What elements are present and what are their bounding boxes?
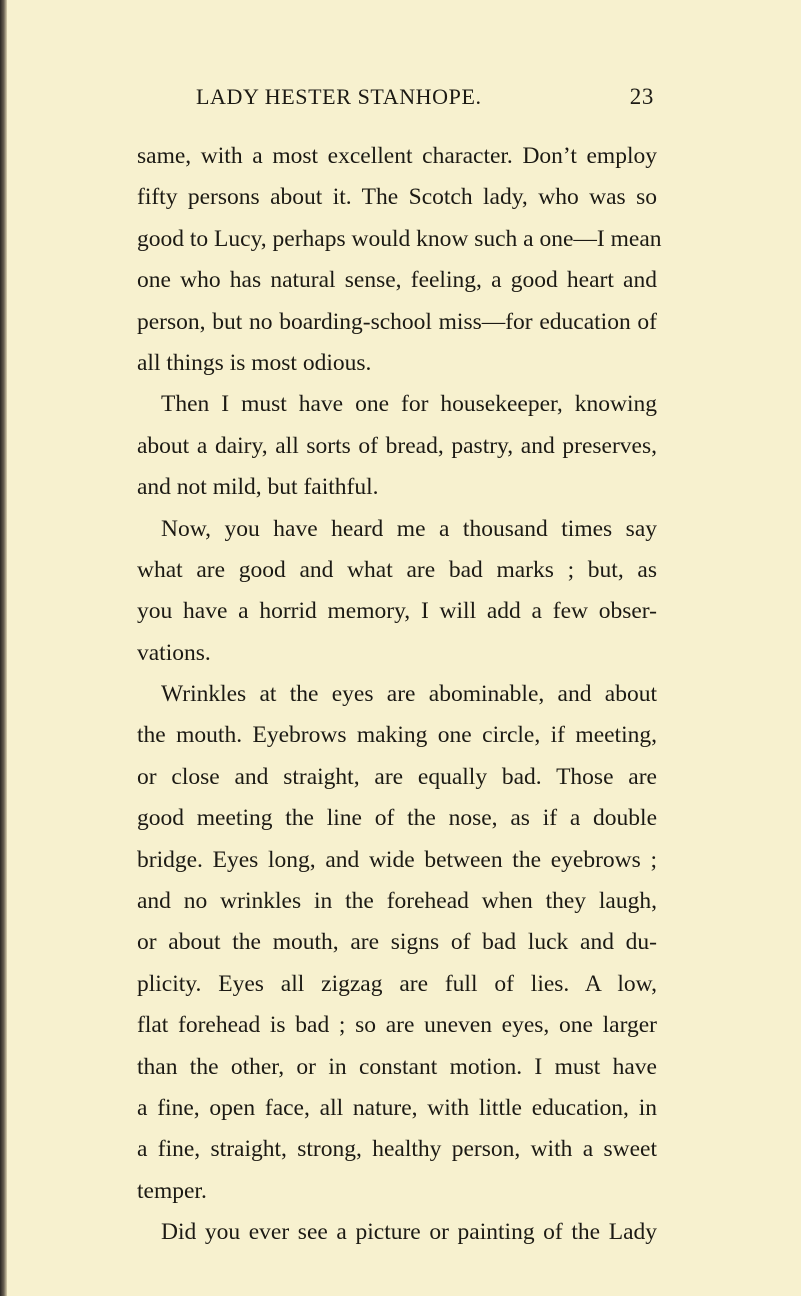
text-line: Did you ever see a picture or painting of the Lady	[161, 1219, 657, 1246]
text-line: flat forehead is bad ; so are uneven eyes, one larger	[137, 1012, 657, 1039]
text-line: person, but no boarding-school miss—for education of	[137, 308, 657, 335]
text-line: or close and straight, are equally bad. Those are	[137, 763, 657, 790]
text-line: bridge. Eyes long, and wide between the eyebrows ;	[137, 846, 657, 873]
text-line: one who has natural sense, feeling, a good heart and	[137, 267, 657, 294]
text-line: temper.	[137, 1177, 207, 1204]
text-line: vations.	[137, 639, 211, 666]
text-line: about a dairy, all sorts of bread, pastry, and preserves,	[137, 432, 657, 459]
text-line: plicity. Eyes all zigzag are full of lies. A low,	[137, 970, 657, 997]
text-line: Then I must have one for housekeeper, knowing	[161, 391, 657, 418]
text-line: and no wrinkles in the forehead when they laugh,	[137, 888, 657, 915]
page-number: 23	[629, 84, 654, 109]
text-line: same, with a most excellent character. Don’t employ	[137, 143, 657, 169]
text-line: all things is most odious.	[137, 349, 372, 376]
text-line: Now, you have heard me a thousand times say	[161, 515, 657, 542]
text-line: you have a horrid memory, I will add a few obser-	[137, 598, 657, 625]
text-line: a fine, open face, all nature, with little education, in	[137, 1094, 657, 1121]
text-line: good meeting the line of the nose, as if a double	[137, 805, 657, 832]
body-text	[137, 136, 662, 1254]
text-line: than the other, or in constant motion. I must have	[137, 1053, 657, 1080]
text-line: what are good and what are bad marks ; but, as	[137, 556, 657, 583]
text-line: good to Lucy, perhaps would know such a one—I mean	[137, 225, 662, 252]
text-line: or about the mouth, are signs of bad luck and du-	[137, 929, 657, 956]
running-head: LADY HESTER STANHOPE.	[196, 84, 482, 109]
text-line: Wrinkles at the eyes are abominable, and about	[161, 681, 657, 708]
text-line: the mouth. Eyebrows making one circle, if meeting,	[137, 722, 657, 749]
page-header	[0, 84, 801, 118]
book-spine-shadow	[0, 0, 7, 1296]
text-line: and not mild, but faithful.	[137, 474, 379, 501]
text-line: fifty persons about it. The Scotch lady, who was so	[137, 184, 657, 211]
text-line: a fine, straight, strong, healthy person, with a sweet	[137, 1136, 657, 1163]
